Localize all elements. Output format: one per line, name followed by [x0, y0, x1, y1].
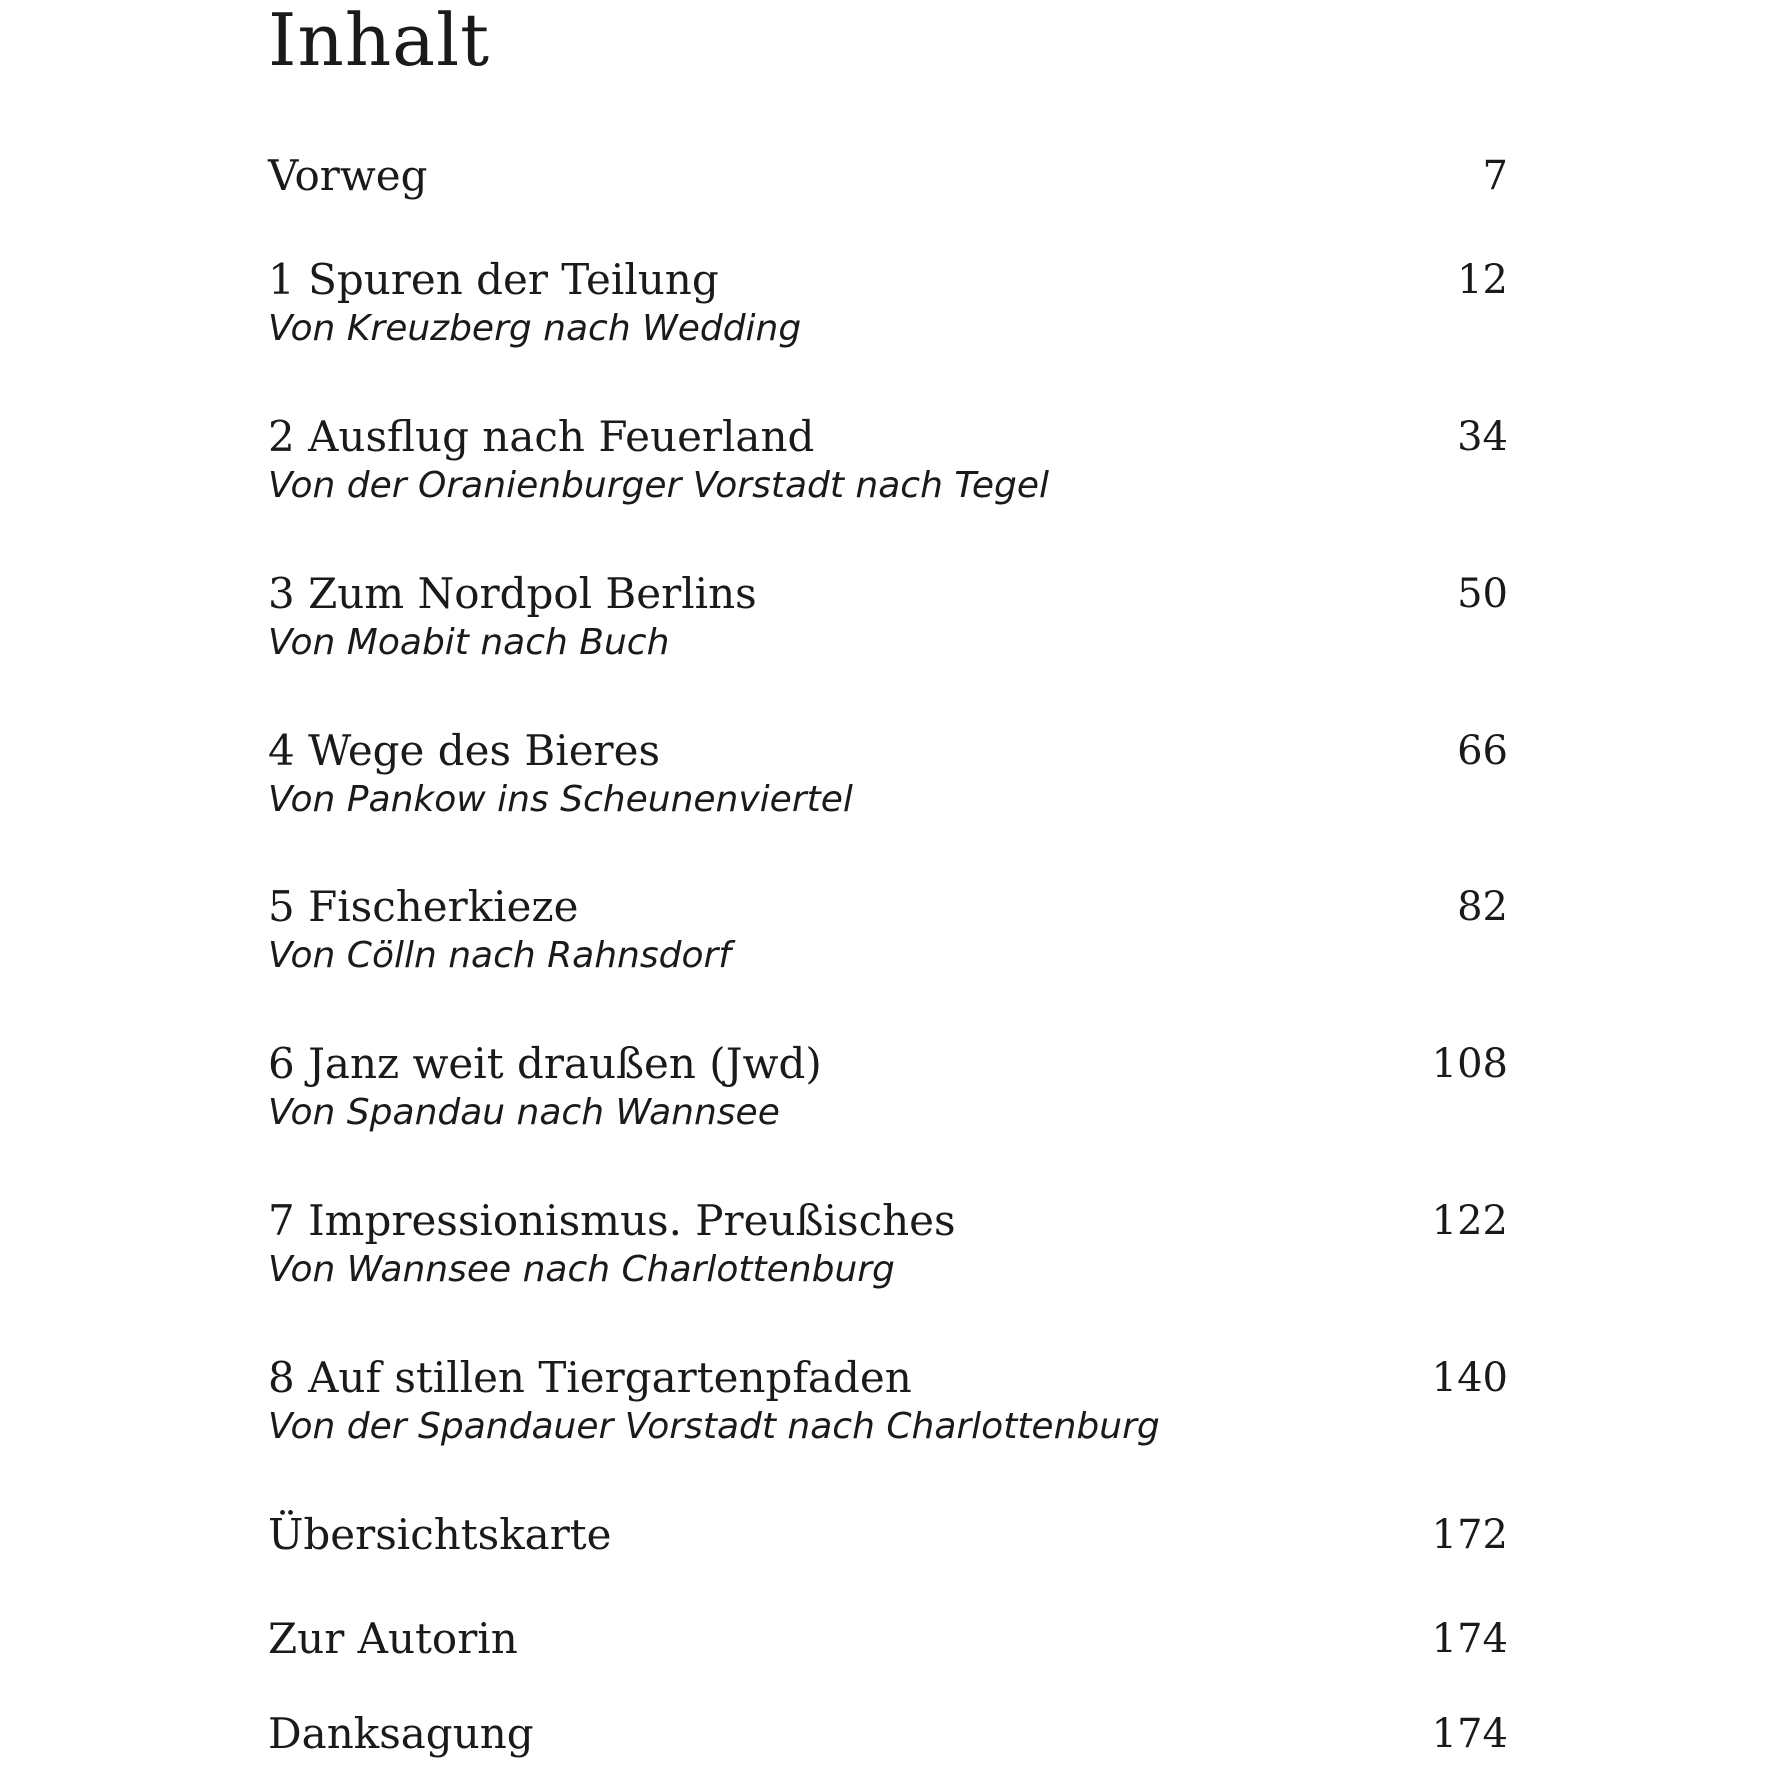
toc-entry-title: 5 Fischerkieze	[268, 882, 579, 931]
toc-entry-chapter-8[interactable]	[268, 1350, 1508, 1450]
toc-entry-subtitle: Von der Oranienburger Vorstadt nach Tegel	[268, 465, 1050, 506]
toc-entry-page: 172	[1431, 1512, 1508, 1558]
toc-entry-page: 140	[1431, 1355, 1508, 1401]
toc-entry-line	[268, 1036, 1508, 1092]
toc-entry-chapter-6[interactable]	[268, 1036, 1508, 1136]
toc-entry-title: Übersichtskarte	[268, 1510, 612, 1559]
toc-page	[268, 0, 1508, 1768]
toc-entry-line	[268, 879, 1508, 935]
toc-entry-page: 122	[1431, 1198, 1508, 1244]
toc-entry-page: 82	[1457, 884, 1508, 930]
toc-entry-subtitle: Von Moabit nach Buch	[268, 622, 670, 663]
toc-entry-subtitle: Von Kreuzberg nach Wedding	[268, 308, 802, 349]
toc-entry-line	[268, 148, 1508, 204]
toc-entry-page: 34	[1457, 414, 1508, 460]
toc-entry-line	[268, 723, 1508, 779]
toc-entry-page: 174	[1431, 1711, 1508, 1757]
toc-entry-title: Danksagung	[268, 1709, 534, 1758]
toc-entry-vorweg[interactable]	[268, 148, 1508, 204]
toc-entry-title: 6 Janz weit draußen (Jwd)	[268, 1039, 822, 1088]
toc-entry-chapter-3[interactable]	[268, 566, 1508, 666]
toc-entry-chapter-2[interactable]	[268, 409, 1508, 509]
toc-entry-chapter-5[interactable]	[268, 879, 1508, 979]
toc-entry-subtitle: Von der Spandauer Vorstadt nach Charlottenburg	[268, 1406, 1160, 1447]
toc-entry-line	[268, 566, 1508, 622]
toc-entry-title: 8 Auf stillen Tiergartenpfaden	[268, 1353, 912, 1402]
toc-entry-page: 7	[1482, 153, 1508, 199]
toc-entry-page: 174	[1431, 1616, 1508, 1662]
toc-entry-line	[268, 409, 1508, 465]
toc-entry-title: 7 Impressionismus. Preußisches	[268, 1196, 956, 1245]
toc-entry-chapter-4[interactable]	[268, 723, 1508, 823]
toc-heading: Inhalt	[268, 0, 491, 82]
toc-entry-overview-map[interactable]	[268, 1507, 1508, 1563]
toc-entry-subtitle: Von Wannsee nach Charlottenburg	[268, 1249, 895, 1290]
toc-entry-line	[268, 1350, 1508, 1406]
toc-entry-subtitle: Von Pankow ins Scheunenviertel	[268, 779, 853, 820]
toc-entry-subtitle: Von Cölln nach Rahnsdorf	[268, 935, 731, 976]
toc-entry-line	[268, 1706, 1508, 1762]
toc-entry-chapter-7[interactable]	[268, 1193, 1508, 1293]
toc-entry-acknowledgements[interactable]	[268, 1706, 1508, 1762]
toc-entry-title: Vorweg	[268, 151, 428, 200]
toc-entry-line	[268, 252, 1508, 308]
toc-entry-line	[268, 1507, 1508, 1563]
toc-entry-chapter-1[interactable]	[268, 252, 1508, 352]
toc-entry-page: 12	[1457, 257, 1508, 303]
toc-entry-page: 66	[1457, 728, 1508, 774]
toc-entry-title: Zur Autorin	[268, 1614, 518, 1663]
toc-entry-page: 108	[1431, 1041, 1508, 1087]
toc-entry-subtitle: Von Spandau nach Wannsee	[268, 1092, 780, 1133]
toc-entry-line	[268, 1193, 1508, 1249]
toc-entry-page: 50	[1457, 571, 1508, 617]
toc-entry-line	[268, 1611, 1508, 1667]
toc-entry-title: 4 Wege des Bieres	[268, 726, 661, 775]
toc-entry-title: 2 Ausflug nach Feuerland	[268, 412, 815, 461]
toc-entry-title: 3 Zum Nordpol Berlins	[268, 569, 757, 618]
toc-entry-author[interactable]	[268, 1611, 1508, 1667]
toc-entry-title: 1 Spuren der Teilung	[268, 255, 719, 304]
